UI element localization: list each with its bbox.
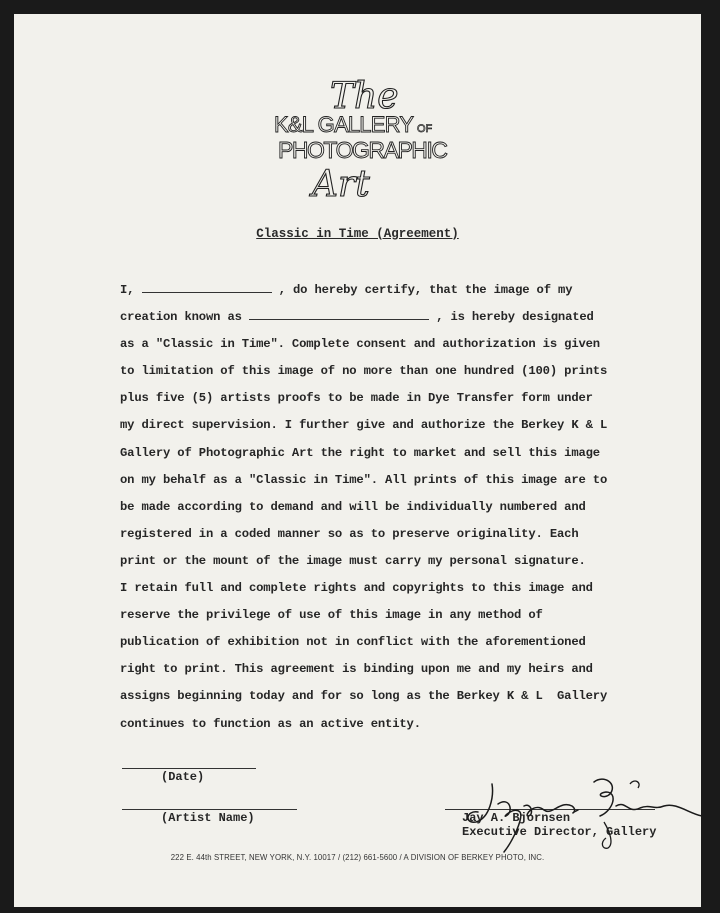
agreement-text: publication of exhibition not in conflict with the aforementioned [120,635,586,650]
agreement-line [120,548,600,575]
artist-signature-line [122,809,297,810]
agreement-line [120,575,600,602]
agreement-text: my direct supervision. I further give and authorize the Berkey K & L [120,418,608,433]
agreement-line [120,304,600,331]
agreement-text: I retain full and complete rights and copyrights to this image and [120,581,593,596]
footer-address: 222 E. 44th STREET, NEW YORK, N.Y. 10017 / (212) 661-5600 / A DIVISION OF BERKEY PHOTO, INC. [170,853,545,862]
fill-in-blank[interactable] [142,280,272,293]
agreement-line [120,602,600,629]
gallery-logo [262,74,462,204]
agreement-text: reserve the privilege of use of this image in any method of [120,608,543,623]
agreement-text: on my behalf as a "Classic in Time". All prints of this image are to [120,472,608,487]
agreement-text: to limitation of this image of no more than one hundred (100) prints [120,364,608,379]
logo-art: Art [312,164,370,204]
agreement-line [120,467,608,494]
agreement-line [120,385,600,412]
agreement-body [120,277,608,738]
agreement-line [120,521,600,548]
signatory-title: Executive Director, Gallery [462,825,657,839]
agreement-line [120,277,600,304]
agreement-line [120,358,608,385]
agreement-text: right to print. This agreement is binding upon me and my heirs and [120,662,593,677]
svg-text:Jay A. Bjornsen: Jay A. Bjornsen [454,766,461,767]
date-signature-line [122,768,256,769]
artist-name-label: (Artist Name) [161,811,255,825]
agreement-line [120,629,600,656]
fill-in-blank[interactable] [249,307,429,320]
agreement-line [120,331,600,358]
agreement-text: plus five (5) artists proofs to be made in Dye Transfer form under [120,391,593,406]
logo-of: OF [417,123,433,135]
handwritten-signature [454,766,704,856]
agreement-line [120,494,600,521]
agreement-text: continues to function as an active entity. [120,716,421,731]
agreement-text: I, [120,283,142,297]
logo-gallery: K&L GALLERY [274,112,414,137]
agreement-text: , is hereby designated [428,310,594,325]
agreement-text: creation known as [120,310,249,325]
document-title: Classic in Time (Agreement) [256,227,459,241]
signatory-name: Jay A. Bjornsen [462,811,571,825]
date-label: (Date) [161,770,205,784]
agreement-line [120,440,600,467]
document-page [14,14,701,907]
agreement-text: be made according to demand and will be individually numbered and [120,499,586,514]
agreement-line [120,656,600,683]
agreement-text: Gallery of Photographic Art the right to market and sell this image [120,445,600,460]
agreement-line [120,412,608,439]
logo-photographic: PHOTOGRAPHIC [278,137,448,163]
agreement-text: , do hereby certify, that the image of my [271,283,573,297]
agreement-text: as a "Classic in Time". Complete consent and authorization is given [120,337,600,352]
agreement-line [120,683,608,710]
agreement-text: registered in a coded manner so as to preserve originality. Each [120,526,579,541]
logo-the: The [330,76,399,117]
agreement-text: assigns beginning today and for so long as the Berkey K & L Gallery [120,689,608,704]
agreement-text: print or the mount of the image must carry my personal signature. [120,553,586,568]
agreement-line [120,711,600,738]
